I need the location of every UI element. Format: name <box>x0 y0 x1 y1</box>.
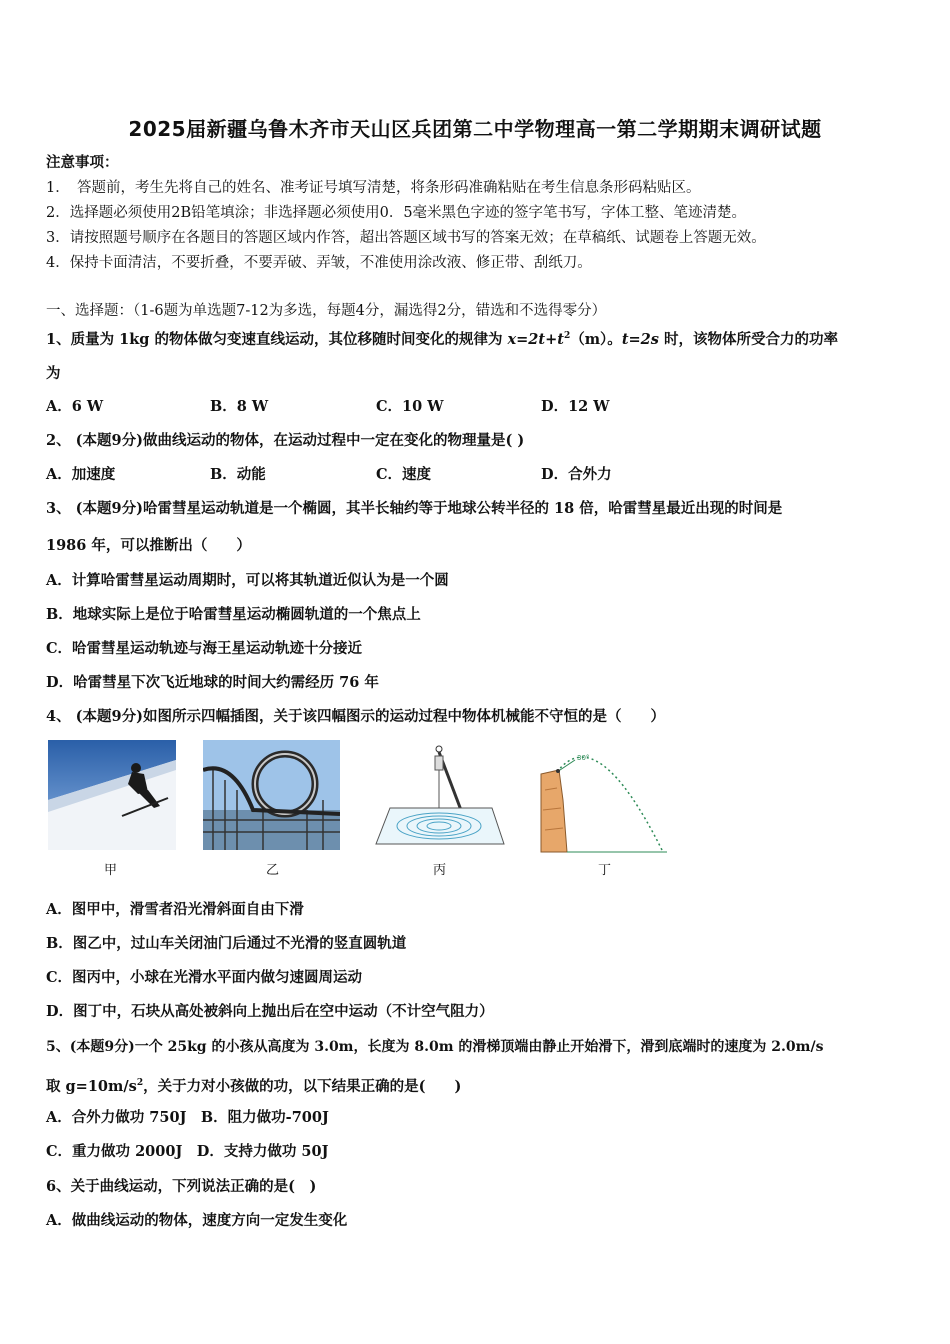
section-heading: 一、选择题：（1-6题为单选题7-12为多选，每题4分，漏选得2分，错选和不选得零分） <box>46 303 607 319</box>
figure-caption-yi: 乙 <box>266 863 280 878</box>
q1-option-d: D．12 W <box>541 398 610 415</box>
q1-mid: （m）。 <box>570 330 622 348</box>
figure-caption-ding: 丁 <box>598 863 612 878</box>
question-3: 3、 (本题9分)哈雷彗星运动轨道是一个椭圆，其半长轴约等于地球公转半径的 18 倍，哈雷彗星最近出现的时间是 <box>46 500 783 517</box>
q4-option-d: D．图丁中，石块从高处被斜向上抛出后在空中运动（不计空气阻力） <box>46 1003 494 1020</box>
notice-item-4: 4．保持卡面清洁，不要折叠，不要弄破、弄皱，不准使用涂改液、修正带、刮纸刀。 <box>46 255 592 271</box>
q6-option-a: A．做曲线运动的物体，速度方向一定发生变化 <box>46 1212 348 1229</box>
q4-option-b: B．图乙中，过山车关闭油门后通过不光滑的竖直圆轨道 <box>46 935 407 952</box>
question-3-cont: 1986 年，可以推断出（ ） <box>46 537 251 554</box>
q5-cont-sup: 2 <box>136 1078 144 1088</box>
notice-item-2: 2．选择题必须使用2B铅笔填涂；非选择题必须使用0．5毫米黑色字迹的签字笔书写，字体工整、笔迹清楚。 <box>46 205 747 221</box>
notice-heading: 注意事项： <box>46 154 119 171</box>
projectile-angle-label: 30° <box>577 754 590 762</box>
q3-option-a: A．计算哈雷彗星运动周期时，可以将其轨道近似认为是一个圆 <box>46 572 449 589</box>
q5-options-cd: C．重力做功 2000J D．支持力做功 50J <box>46 1143 329 1160</box>
question-2: 2、 (本题9分)做曲线运动的物体，在运动过程中一定在变化的物理量是( ) <box>46 432 525 449</box>
q4-option-c: C．图丙中，小球在光滑水平面内做匀速圆周运动 <box>46 969 363 986</box>
q2-option-c: C．速度 <box>376 466 432 483</box>
q5-cont-b: ，关于力对小孩做的功，以下结果正确的是( ) <box>143 1077 462 1095</box>
q5-cont-a: 取 g=10m/s <box>46 1077 137 1095</box>
figure-roller-coaster <box>203 740 340 850</box>
q2-option-b: B．动能 <box>210 466 266 483</box>
q1-formula-sup: 2 <box>563 331 571 341</box>
q2-option-d: D．合外力 <box>541 466 612 483</box>
question-4: 4、 (本题9分)如图所示四幅插图，关于该四幅图示的运动过程中物体机械能不守恒的是（ ） <box>46 708 665 725</box>
q3-option-d: D．哈雷彗星下次飞近地球的时间大约需经历 76 年 <box>46 674 379 691</box>
figure-projectile <box>537 740 672 855</box>
q2-option-a: A．加速度 <box>46 466 116 483</box>
question-6: 6、关于曲线运动，下列说法正确的是( ) <box>46 1178 317 1195</box>
notice-item-3: 3．请按照题号顺序在各题目的答题区域内作答，超出答题区域书写的答案无效；在草稿纸、试题卷上答题无效。 <box>46 230 766 246</box>
question-1-cont: 为 <box>46 365 61 382</box>
question-5-cont <box>46 1073 461 1097</box>
q1-option-b: B．8 W <box>210 398 269 415</box>
question-1 <box>46 326 838 350</box>
q1-post: 时，该物体所受合力的功率 <box>658 330 838 348</box>
q3-option-b: B．地球实际上是位于哈雷彗星运动椭圆轨道的一个焦点上 <box>46 606 421 623</box>
q3-option-c: C．哈雷彗星运动轨迹与海王星运动轨迹十分接近 <box>46 640 363 657</box>
q1-formula: x=2t+t <box>507 330 564 348</box>
figure-caption-bing: 丙 <box>433 863 447 878</box>
notice-item-1: 1． 答题前，考生先将自己的姓名、准考证号填写清楚，将条形码准确粘贴在考生信息条形码粘贴区。 <box>46 180 701 196</box>
q1-option-a: A．6 W <box>46 398 104 415</box>
q4-option-a: A．图甲中，滑雪者沿光滑斜面自由下滑 <box>46 901 304 918</box>
q5-options-ab: A．合外力做功 750J B．阻力做功-700J <box>46 1109 329 1126</box>
question-5: 5、(本题9分)一个 25kg 的小孩从高度为 3.0m，长度为 8.0m 的滑梯顶端由静止开始滑下，滑到底端时的速度为 2.0m/s <box>46 1039 824 1055</box>
figure-caption-jia: 甲 <box>104 863 118 878</box>
q1-option-c: C．10 W <box>376 398 444 415</box>
figure-conical-pendulum <box>372 740 507 850</box>
page-title: 2025届新疆乌鲁木齐市天山区兵团第二中学物理高一第二学期期末调研试题 <box>128 117 822 141</box>
figure-skier <box>48 740 176 850</box>
q1-time: t=2s <box>621 330 659 348</box>
q1-pre: 1、质量为 1kg 的物体做匀变速直线运动，其位移随时间变化的规律为 <box>46 330 508 348</box>
